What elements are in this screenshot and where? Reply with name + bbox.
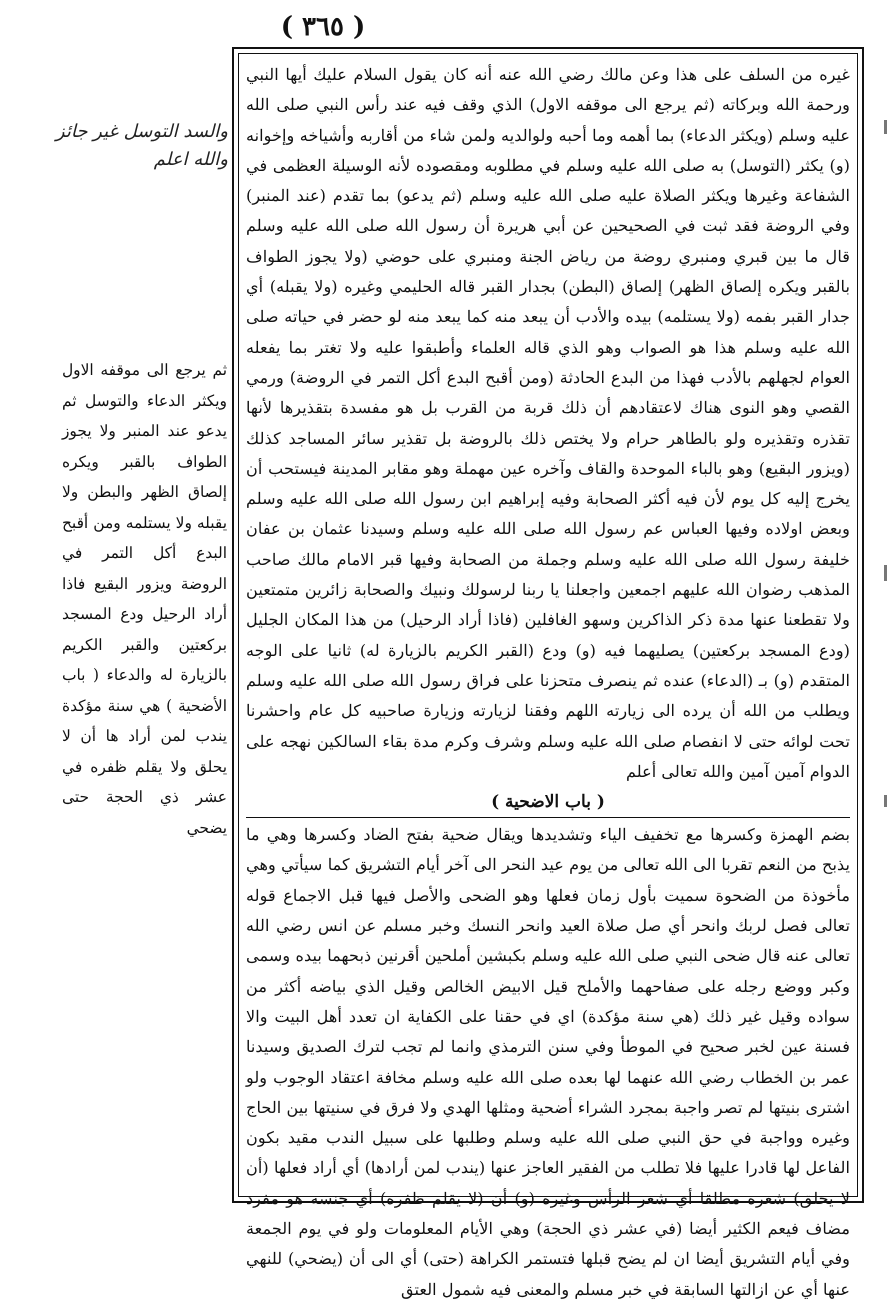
margin-summary: ثم يرجع الى موقفه الاول ويكثر الدعاء والتوسل ثم يدعو عند المنبر ولا يجوز الطواف بالقبر ويكره إلصاق الظهر والبطن ولا يقبله ولا يستلمه ومن أقبح البدع أكل التمر في الروضة ويزور البقيع فاذا أراد الرحيل ودع المسجد بركعتين والقبر الكريم بالزيارة له والدعاء ( باب الأضحية ) هي سنة مؤكدة يندب لمن أراد ها أن لا يحلق ولا يقلم ظفره في عشر ذي الحجة حتى يضحي xyxy=(62,361,227,837)
scan-edge-mark xyxy=(884,795,887,807)
main-paragraph-2: بضم الهمزة وكسرها مع تخفيف الياء وتشديدها ويقال ضحية بفتح الضاد وكسرها وهي ما يذبح من النعم تقربا الى الله تعالى من يوم عيد النحر الى آخر أيام التشريق كما سيأتي وهي مأخوذة من الضحوة سميت بأول زمان فعلها وهو الضحى والأصل فيها قبل الاجماع قوله تعالى فصل لربك وانحر أي صل صلاة العيد وانحر النسك وخبر مسلم عن انس رضي الله تعالى عنه قال ضحى النبي صلى الله عليه وسلم بكبشين أملحين أقرنين ذبحهما بيده وسمى وكبر ووضع رجله على صفاحهما والأملح قيل الابيض الخالص وقيل الذي بياضه أكثر من سواده وقيل غير ذلك (هي سنة مؤكدة) اي في حقنا على الكفاية ان تعدد أهل البيت والا فسنة عين لخبر صحيح في الموطأ وفي سنن الترمذي وانما لم تجب لترك الصديق وسيدنا عمر بن الخطاب رضي الله عنهما لها بعده صلى الله عليه وسلم مخافة اعتقاد الوجوب ولو اشترى بنيتها لم تصر واجبة بمجرد الشراء أضحية ومثلها الهدي ولا فرق في سنيتها بين الحاج وغيره وواجبة في حق النبي صلى الله عليه وسلم وطلبها على سبيل الندب مقيد بكون الفاعل لها قادرا عليها فلا تطلب من الفقير العاجز عنها (يندب لمن أرادها) أي أراد فعلها (أن لا يحلق) شعره مطلقا أي شعر الرأس وغيره (و) أن (لا يقلم ظفره) أي جنسه هو مفرد مضاف فيعم الكثير أيضا (في عشر ذي الحجة) وهي الأيام المعلومات ولو في يوم الجمعة وفي أيام التشريق أيضا ان لم يضح قبلها فتستمر الكراهة (حتى) أي الى أن (يضحي) للنهي عنها أي عن ازالتها السابقة في خبر مسلم والمعنى فيه شمول العتق xyxy=(246,825,850,1299)
page-number: ( ٣٦٥ ) xyxy=(280,12,366,42)
main-paragraph-1: غيره من السلف على هذا وعن مالك رضي الله عنه أنه كان يقول السلام عليك أيها النبي ورحمة الله وبركاته (ثم يرجع الى موقفه الاول) الذي وقف فيه عند رأس النبي صلى الله عليه وسلم (ويكثر الدعاء) بما أهمه وما أحبه ولوالديه ولمن شاء من أقاربه وأشياخه وإخوانه (و) يكثر (التوسل) به صلى الله عليه وسلم في مطلوبه ومقصوده لأنه الوسيلة العظمى في الشفاعة وغيرها ويكثر الصلاة عليه صلى الله عليه وسلم (ثم يدعو) بما تقدم (عند المنبر) وفي الروضة فقد ثبت في الصحيحين عن أبي هريرة أن رسول الله صلى الله عليه وسلم قال ما بين قبري ومنبري روضة من رياض الجنة ومنبري على حوضي (ولا يجوز الطواف بالقبر ويكره إلصاق الظهر) إلصاق (البطن) بجدار القبر قاله الحليمي وغيره (ولا يقبله) أي جدار القبر بفمه (ولا يستلمه) بيده والأدب أن يبعد منه كما يبعد منه لو حضر في حياته صلى الله عليه وسلم هذا هو الصواب وهو الذي قاله العلماء وأطبقوا عليه ولا تغتر بما يفعله العوام لجهلهم بالأدب فهذا من البدع الحادثة (ومن أقبح البدع أكل التمر في الروضة) ورمي القصي وهو النوى هناك لاعتقادهم أن ذلك قربة من القرب بل هو مفسدة بتقذيرها لأنها تقذره وتقذيره ولو بالطاهر حرام ولا يختص ذلك بالروضة بل تقذير سائر المساجد كذلك (ويزور البقيع) وهو بالباء الموحدة والقاف وآخره عين مهملة وهو مقابر المدينة فيستحب أن يخرج إليه كل يوم لأن فيه أكثر الصحابة وفيه إبراهيم ابن رسول الله صلى الله عليه وسلم وبعض اولاده وفيها العباس عم رسول الله صلى الله عليه وسلم وسيدنا عثمان بن عفان خليفة رسول الله صلى الله عليه وسلم وجملة من الصحابة وفيها قبر الامام مالك صاحب المذهب رضوان الله عليهم اجمعين واجعلنا يا ربنا لرسولك ونبيك والصحابة زائرين متمتعين ولا تقطعنا عنها مدة ذكر الذاكرين وسهو الغافلين (فاذا أراد الرحيل) من هذا المكان الجليل (ودع المسجد بركعتين) يصليهما فيه (و) ودع (القبر الكريم بالزيارة له) ثانيا على الوجه المتقدم (و) بـ (الدعاء) عنده ثم ينصرف متحزنا على فراق رسول الله صلى الله عليه وسلم ويطلب من الله أن يرده الى زيارته اللهم وفقنا لزيارته وزيارة صاحبيه كل عام واحشرنا تحت لوائه حتى لا انفصام صلى الله عليه وسلم وشرف وكرم مدة بقاء السالكين نهجه على الدوام آمين آمين والله تعالى أعلم xyxy=(246,65,850,781)
margin-note-top: والسد التوسل غير جائز والله اعلم xyxy=(55,121,228,170)
scan-edge-mark xyxy=(884,565,887,581)
chapter-heading: ( باب الاضحية ) xyxy=(246,787,850,818)
main-text-block xyxy=(246,60,850,1299)
scan-edge-mark xyxy=(884,120,887,134)
